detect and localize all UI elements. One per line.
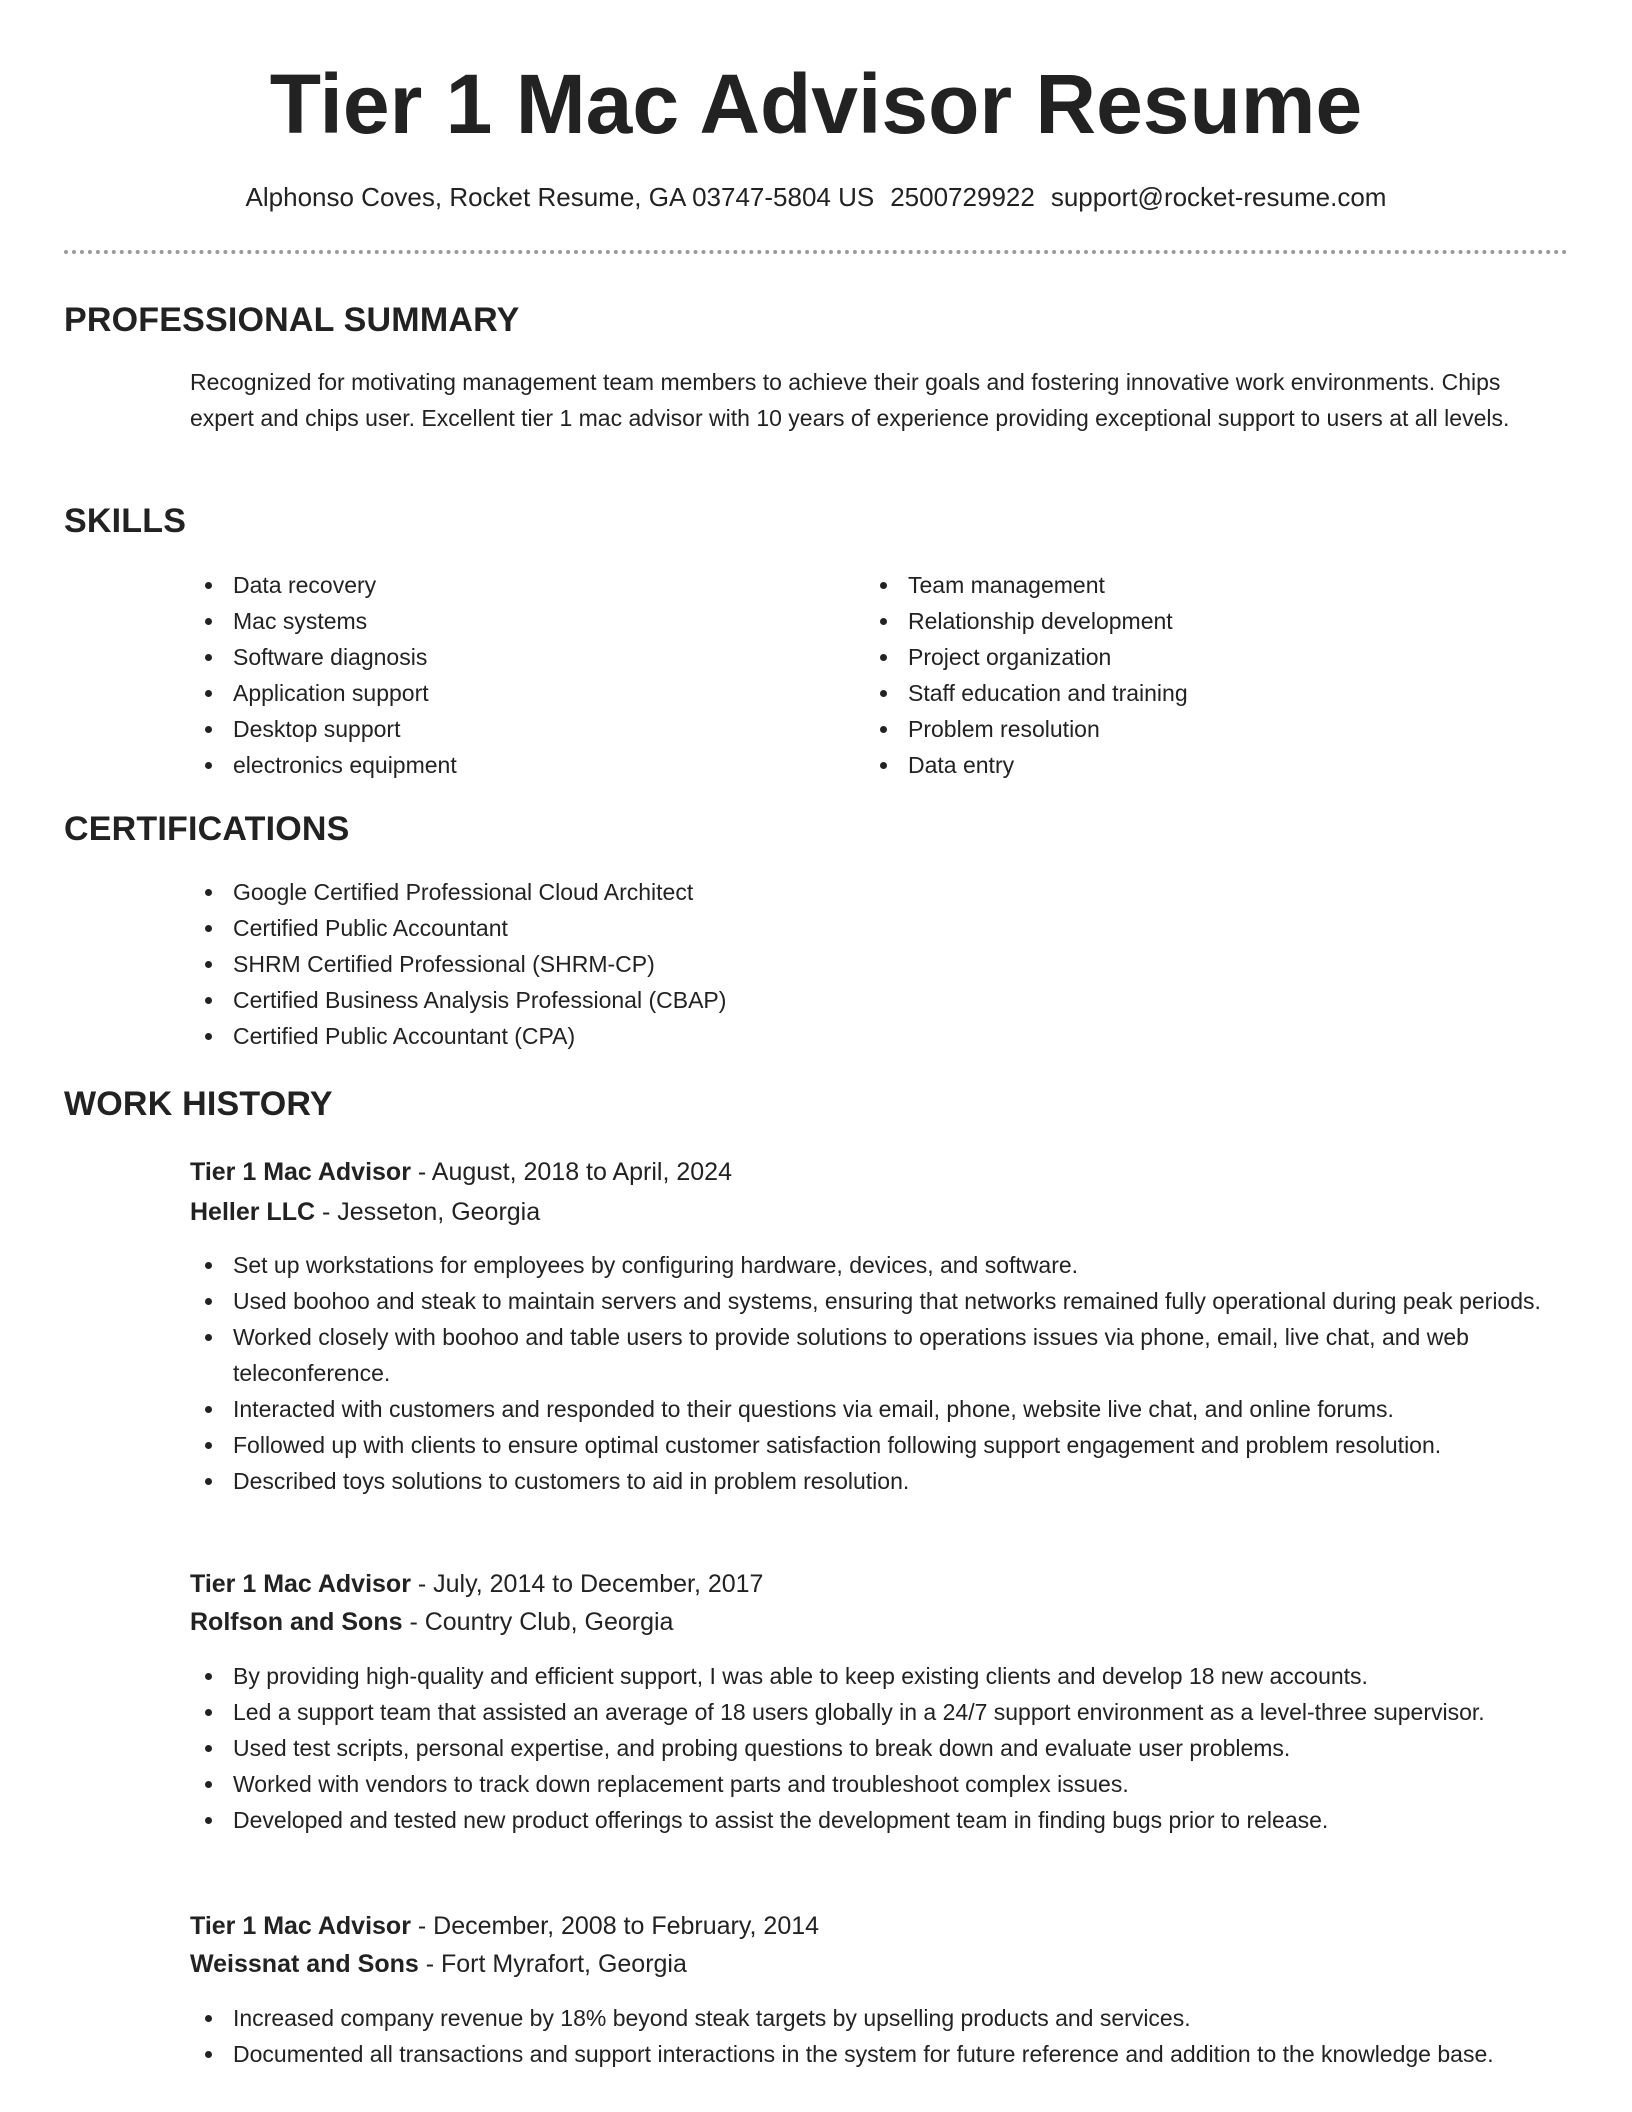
list-item: Staff education and training	[865, 675, 1505, 711]
job-company: Rolfson and Sons	[190, 1608, 403, 1636]
certifications-list	[190, 874, 1570, 1054]
job-title: Tier 1 Mac Advisor	[190, 1570, 411, 1598]
job-location: - Country Club, Georgia	[402, 1608, 674, 1636]
list-item: Problem resolution	[865, 711, 1505, 747]
job-title-line	[190, 1566, 763, 1602]
job-dates: - August, 2018 to April, 2024	[410, 1158, 732, 1186]
list-item: Data entry	[865, 747, 1505, 783]
list-item: Worked with vendors to track down replacement parts and troubleshoot complex issues.	[190, 1766, 1570, 1802]
job-company: Weissnat and Sons	[190, 1950, 419, 1978]
summary-text: Recognized for motivating management team members to achieve their goals and fostering innovative work environments. Chips expert and chips user. Excellent tier 1 mac advisor with 10 years of experience providing exceptional support to users at all levels.	[190, 369, 1510, 431]
list-item: Set up workstations for employees by configuring hardware, devices, and software.	[190, 1247, 1570, 1283]
job-company-line	[190, 1194, 540, 1230]
list-item: electronics equipment	[190, 747, 830, 783]
job-title: Tier 1 Mac Advisor	[190, 1158, 411, 1186]
skills-list-left	[190, 567, 830, 783]
list-item: By providing high-quality and efficient support, I was able to keep existing clients and develop 18 new accounts.	[190, 1658, 1570, 1694]
contact-email[interactable]: support@rocket-resume.com	[1050, 182, 1387, 212]
contact-line	[0, 179, 1632, 215]
summary-heading: PROFESSIONAL SUMMARY	[64, 301, 520, 339]
list-item: Worked closely with boohoo and table users to provide solutions to operations issues via phone, email, live chat, and web teleconference.	[190, 1319, 1570, 1391]
list-item: Relationship development	[865, 603, 1505, 639]
job-company-line	[190, 1604, 673, 1640]
list-item: Described toys solutions to customers to aid in problem resolution.	[190, 1463, 1570, 1499]
job-dates: - July, 2014 to December, 2017	[410, 1570, 764, 1598]
list-item: Certified Business Analysis Professional (CBAP)	[190, 982, 1570, 1018]
resume-title: Tier 1 Mac Advisor Resume	[269, 57, 1363, 151]
job-duties-list	[190, 2000, 1570, 2072]
header-divider	[64, 250, 1568, 254]
list-item: Software diagnosis	[190, 639, 830, 675]
list-item: Followed up with clients to ensure optimal customer satisfaction following support engagement and problem resolution.	[190, 1427, 1570, 1463]
list-item: Interacted with customers and responded to their questions via email, phone, website live chat, and online forums.	[190, 1391, 1570, 1427]
job-company-line	[190, 1946, 687, 1982]
list-item: Google Certified Professional Cloud Architect	[190, 874, 1570, 910]
job-duties-list	[190, 1658, 1570, 1838]
job-title-line	[190, 1154, 732, 1190]
list-item: Desktop support	[190, 711, 830, 747]
list-item: Certified Public Accountant	[190, 910, 1570, 946]
job-title-line	[190, 1908, 819, 1944]
list-item: Data recovery	[190, 567, 830, 603]
list-item: Certified Public Accountant (CPA)	[190, 1018, 1570, 1054]
contact-phone: 2500729922	[890, 182, 1035, 212]
list-item: Used test scripts, personal expertise, and probing questions to break down and evaluate user problems.	[190, 1730, 1570, 1766]
list-item: Project organization	[865, 639, 1505, 675]
list-item: Increased company revenue by 18% beyond steak targets by upselling products and services.	[190, 2000, 1570, 2036]
list-item: Application support	[190, 675, 830, 711]
work-history-heading: WORK HISTORY	[64, 1085, 333, 1123]
job-location: - Fort Myrafort, Georgia	[418, 1950, 687, 1978]
job-company: Heller LLC	[190, 1198, 316, 1226]
job-title: Tier 1 Mac Advisor	[190, 1912, 411, 1940]
job-duties-list	[190, 1247, 1570, 1499]
list-item: Led a support team that assisted an average of 18 users globally in a 24/7 support environment as a level-three supervisor.	[190, 1694, 1570, 1730]
list-item: Documented all transactions and support interactions in the system for future reference and addition to the knowledge base.	[190, 2036, 1570, 2072]
job-location: - Jesseton, Georgia	[315, 1198, 541, 1226]
list-item: SHRM Certified Professional (SHRM-CP)	[190, 946, 1570, 982]
job-dates: - December, 2008 to February, 2014	[410, 1912, 820, 1940]
certifications-heading: CERTIFICATIONS	[64, 810, 350, 848]
skills-heading: SKILLS	[64, 502, 187, 540]
list-item: Used boohoo and steak to maintain servers and systems, ensuring that networks remained fully operational during peak periods.	[190, 1283, 1570, 1319]
contact-address: Alphonso Coves, Rocket Resume, GA 03747-5804 US	[245, 182, 875, 212]
skills-list-right	[865, 567, 1505, 783]
list-item: Developed and tested new product offerings to assist the development team in finding bugs prior to release.	[190, 1802, 1570, 1838]
list-item: Team management	[865, 567, 1505, 603]
list-item: Mac systems	[190, 603, 830, 639]
